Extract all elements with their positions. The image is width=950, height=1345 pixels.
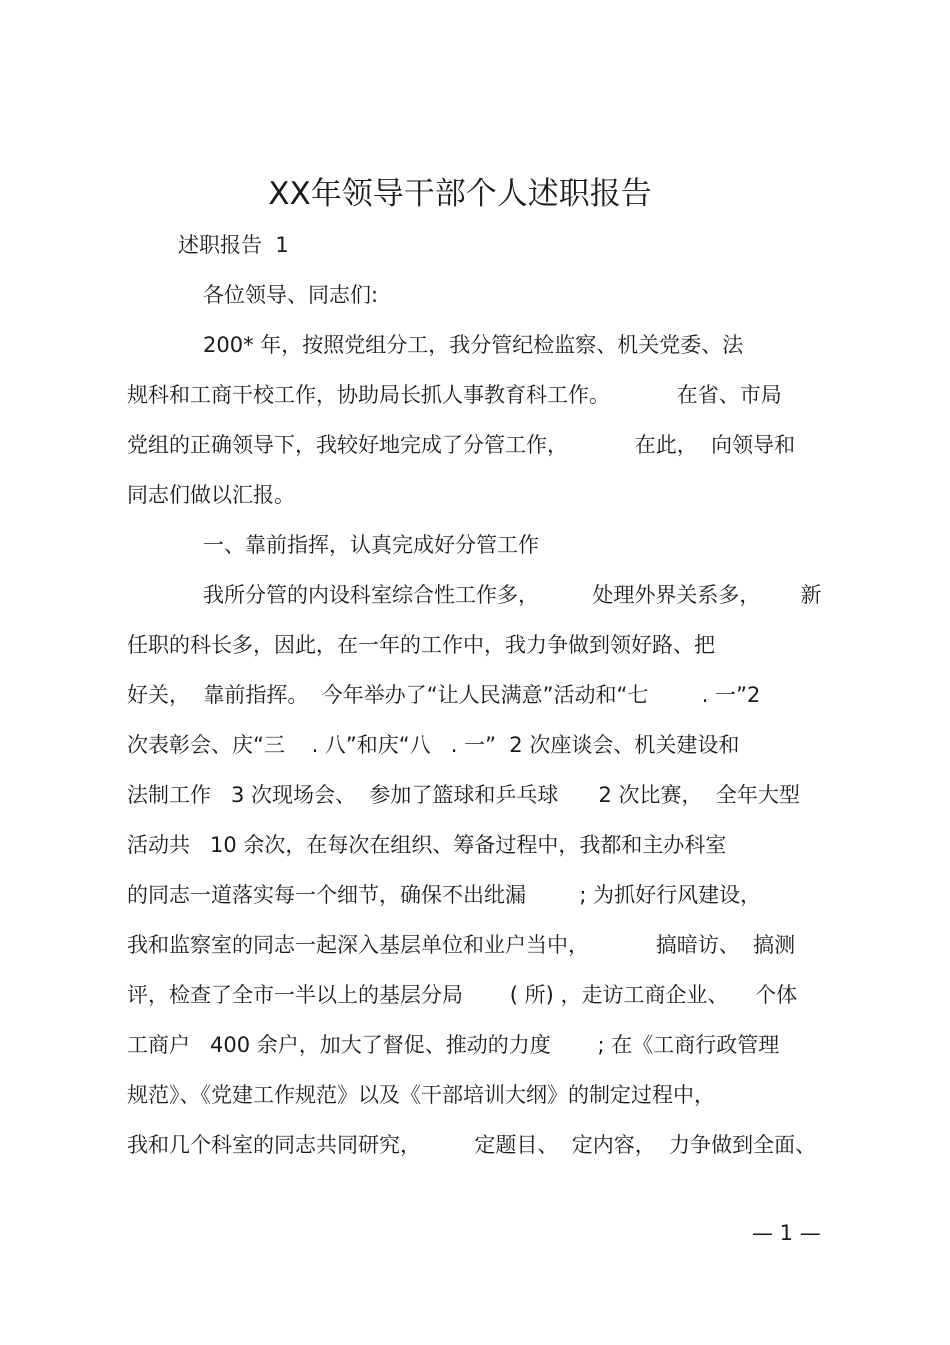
salutation: 各位领导、同志们: bbox=[203, 283, 379, 307]
paragraph-line: 200* 年，按照党组分工，我分管纪检监察、机关党委、法 bbox=[203, 333, 744, 357]
paragraph-line: 活动共 10 余次，在每次在组织、筹备过程中，我都和主办科室 bbox=[127, 833, 727, 857]
paragraph-line: 我和监察室的同志一起深入基层单位和业户当中， 搞暗访、 搞测 bbox=[127, 933, 796, 957]
paragraph-line: 法制工作 3 次现场会、 参加了篮球和乒乓球 2 次比赛， 全年大型 bbox=[127, 783, 800, 807]
paragraph-line: 规范》、《党建工作规范》以及《干部培训大纲》的制定过程中， bbox=[127, 1083, 715, 1107]
paragraph-line: 同志们做以汇报。 bbox=[127, 483, 295, 507]
page-number: — 1 — bbox=[752, 1221, 821, 1245]
paragraph-line: 我所分管的内设科室综合性工作多， 处理外界关系多， 新 bbox=[203, 583, 822, 607]
paragraph-line: 工商户 400 余户，加大了督促、推动的力度 ; 在《工商行政管理 bbox=[127, 1033, 780, 1057]
document-title: XX年领导干部个人述职报告 bbox=[268, 176, 652, 212]
paragraph-line: 次表彰会、庆“三 . 八”和庆“八 . 一” 2 次座谈会、机关建设和 bbox=[127, 733, 740, 757]
paragraph-line: 党组的正确领导下，我较好地完成了分管工作， 在此， 向领导和 bbox=[127, 433, 796, 457]
paragraph-line: 评，检查了全市一半以上的基层分局 ( 所) ，走访工商企业、 个体 bbox=[127, 983, 798, 1007]
paragraph-line: 我和几个科室的同志共同研究， 定题目、 定内容， 力争做到全面、 bbox=[127, 1133, 817, 1157]
paragraph-line: 规科和工商干校工作，协助局长抓人事教育科工作。 在省、市局 bbox=[127, 383, 782, 407]
report-subtitle: 述职报告 1 bbox=[178, 233, 289, 257]
paragraph-line: 好关， 靠前指挥。 今年举办了“让人民满意”活动和“七 . 一”2 bbox=[127, 683, 761, 707]
paragraph-line: 任职的科长多，因此，在一年的工作中，我力争做到领好路、把 bbox=[127, 633, 715, 657]
section-heading: 一、靠前指挥，认真完成好分管工作 bbox=[203, 533, 539, 557]
paragraph-line: 的同志一道落实每一个细节，确保不出纰漏 ; 为抓好行风建设， bbox=[127, 883, 762, 907]
